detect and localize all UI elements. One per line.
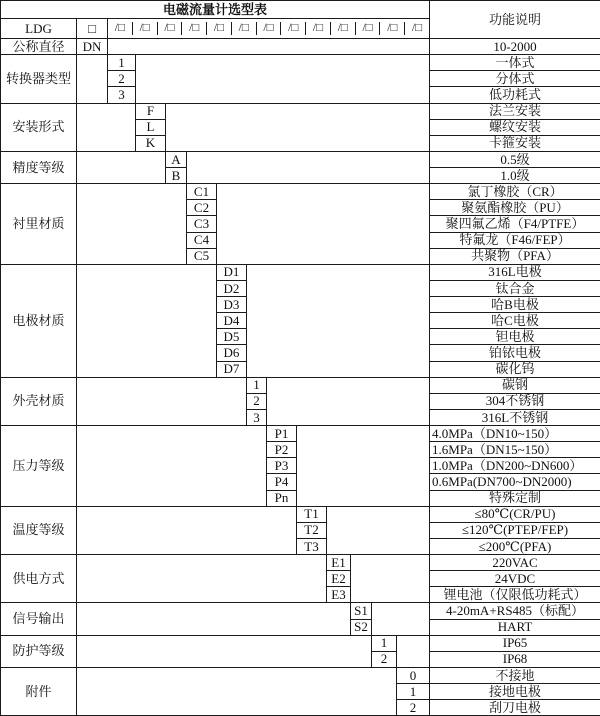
model-digit-slot: /□ xyxy=(181,22,206,34)
option-description: 共聚物（PFA） xyxy=(430,248,600,264)
option-description: 特殊定制 xyxy=(430,490,600,506)
category-name: 转换器类型 xyxy=(1,55,77,103)
category-name: 压力等级 xyxy=(1,426,77,507)
option-description: HART xyxy=(430,619,600,635)
option-code: 2 xyxy=(247,393,267,409)
model-digit-slot: /□ xyxy=(256,22,281,34)
category-name: 供电方式 xyxy=(1,555,77,603)
model-digit-slot: /□ xyxy=(206,22,231,34)
option-description: 聚四氟乙烯（F4/PTFE） xyxy=(430,216,600,232)
option-description: 低功耗式 xyxy=(430,87,600,103)
option-code: Pn xyxy=(267,490,297,506)
option-code: E3 xyxy=(327,587,351,603)
option-description: 10-2000 xyxy=(430,39,600,55)
option-description: 316L电极 xyxy=(430,264,600,280)
table-row xyxy=(1,377,600,393)
spacer-cell xyxy=(77,506,297,554)
option-code: D1 xyxy=(217,264,247,280)
option-code: 3 xyxy=(108,87,136,103)
option-code: 0 xyxy=(397,667,430,683)
table-row xyxy=(1,506,600,522)
model-box-slot: □ xyxy=(77,19,108,39)
option-description: 哈B电极 xyxy=(430,297,600,313)
table-row xyxy=(1,426,600,442)
option-description: 0.5级 xyxy=(430,151,600,167)
category-name: 防护等级 xyxy=(1,635,77,667)
option-description: ≤120℃(PTEP/FEP) xyxy=(430,522,600,538)
option-description: 4-20mA+RS485（标配） xyxy=(430,603,600,619)
option-code: 1 xyxy=(247,377,267,393)
table-row xyxy=(1,39,600,55)
option-code: C1 xyxy=(187,184,217,200)
option-code: T3 xyxy=(297,538,327,554)
option-description: 接地电极 xyxy=(430,684,600,700)
model-digit-slot: /□ xyxy=(157,22,182,34)
table-row xyxy=(1,635,600,651)
option-code: D6 xyxy=(217,345,247,361)
option-code: T2 xyxy=(297,522,327,538)
spacer-cell xyxy=(267,377,430,425)
option-description: IP68 xyxy=(430,651,600,667)
option-code: 2 xyxy=(397,700,430,716)
option-code: A xyxy=(166,151,187,167)
option-code: 3 xyxy=(247,409,267,425)
spacer-cell xyxy=(77,184,187,265)
category-name: 衬里材质 xyxy=(1,184,77,265)
option-description: 哈C电极 xyxy=(430,313,600,329)
model-slot-row xyxy=(108,22,429,34)
option-description: 刮刀电极 xyxy=(430,700,600,716)
spacer-cell xyxy=(77,151,166,183)
option-code: 1 xyxy=(108,55,136,71)
option-code: 1 xyxy=(372,635,397,651)
spacer-cell xyxy=(327,506,430,554)
option-description: 分体式 xyxy=(430,71,600,87)
model-slot-strip xyxy=(108,19,430,39)
model-digit-slot: /□ xyxy=(231,22,256,34)
spacer-cell xyxy=(166,103,430,151)
option-code: DN xyxy=(77,39,108,55)
option-description: 钽电极 xyxy=(430,329,600,345)
option-description: 锂电池（仅限低功耗式） xyxy=(430,587,600,603)
table-row xyxy=(1,555,600,571)
option-code: C4 xyxy=(187,232,217,248)
option-code: C2 xyxy=(187,200,217,216)
option-code: 2 xyxy=(372,651,397,667)
option-description: 24VDC xyxy=(430,571,600,587)
spacer-cell xyxy=(372,603,430,635)
model-digit-slot: /□ xyxy=(355,22,380,34)
option-code: P4 xyxy=(267,474,297,490)
model-digit-slot: /□ xyxy=(305,22,330,34)
option-code: S2 xyxy=(351,619,372,635)
option-code: E2 xyxy=(327,571,351,587)
category-name: 电极材质 xyxy=(1,264,77,377)
option-description: 一体式 xyxy=(430,55,600,71)
spacer-cell xyxy=(77,426,267,507)
category-name: 温度等级 xyxy=(1,506,77,554)
option-code: 2 xyxy=(108,71,136,87)
function-column-header: 功能说明 xyxy=(430,1,600,39)
option-description: 220VAC xyxy=(430,555,600,571)
table-row xyxy=(1,603,600,619)
option-code: D7 xyxy=(217,361,247,377)
option-code: C5 xyxy=(187,248,217,264)
model-digit-slot: /□ xyxy=(404,22,429,34)
table-row xyxy=(1,1,600,19)
spacer-cell xyxy=(77,667,397,715)
model-digit-slot: /□ xyxy=(132,22,157,34)
spacer-cell xyxy=(77,555,327,603)
option-code: D4 xyxy=(217,313,247,329)
option-code: F xyxy=(136,103,166,119)
category-name: 精度等级 xyxy=(1,151,77,183)
table-row xyxy=(1,103,600,119)
spacer-cell xyxy=(77,264,217,377)
category-name: 公称直径 xyxy=(1,39,77,55)
spacer-cell xyxy=(77,103,136,151)
spacer-cell xyxy=(217,184,430,265)
category-name: 附件 xyxy=(1,667,77,715)
option-description: 铂铱电极 xyxy=(430,345,600,361)
table-row xyxy=(1,184,600,200)
option-code: B xyxy=(166,168,187,184)
option-code: S1 xyxy=(351,603,372,619)
option-code: T1 xyxy=(297,506,327,522)
option-description: 1.0MPa（DN200~DN600） xyxy=(430,458,600,474)
option-description: 聚氨酯橡胶（PU） xyxy=(430,200,600,216)
model-digit-slot: /□ xyxy=(330,22,355,34)
model-digit-slot: /□ xyxy=(379,22,404,34)
spacer-cell xyxy=(351,555,430,603)
option-description: 法兰安装 xyxy=(430,103,600,119)
spacer-cell xyxy=(77,603,351,635)
option-code: P3 xyxy=(267,458,297,474)
option-description: 316L不锈钢 xyxy=(430,409,600,425)
category-name: 安装形式 xyxy=(1,103,77,151)
model-prefix: LDG xyxy=(1,19,77,39)
option-code: K xyxy=(136,135,166,151)
option-description: IP65 xyxy=(430,635,600,651)
option-description: 0.6MPa(DN700~DN2000) xyxy=(430,474,600,490)
category-name: 外壳材质 xyxy=(1,377,77,425)
spacer-cell xyxy=(108,39,430,55)
option-description: 1.6MPa（DN15~150） xyxy=(430,442,600,458)
option-description: 碳钢 xyxy=(430,377,600,393)
spacer-cell xyxy=(247,264,430,377)
option-code: 1 xyxy=(397,684,430,700)
option-description: 钛合金 xyxy=(430,280,600,296)
page-title: 电磁流量计选型表 xyxy=(1,1,430,19)
option-description: 卡箍安装 xyxy=(430,135,600,151)
option-code: D2 xyxy=(217,280,247,296)
spacer-cell xyxy=(77,377,247,425)
category-name: 信号输出 xyxy=(1,603,77,635)
option-code: P2 xyxy=(267,442,297,458)
option-description: 304不锈钢 xyxy=(430,393,600,409)
table-row xyxy=(1,55,600,71)
spacer-cell xyxy=(136,55,430,103)
table-row xyxy=(1,264,600,280)
model-digit-slot: /□ xyxy=(114,22,125,35)
option-description: 螺纹安装 xyxy=(430,119,600,135)
table-row xyxy=(1,667,600,683)
option-description: 碳化钨 xyxy=(430,361,600,377)
option-description: 1.0级 xyxy=(430,168,600,184)
option-code: D3 xyxy=(217,297,247,313)
option-code: L xyxy=(136,119,166,135)
option-description: 氯丁橡胶（CR） xyxy=(430,184,600,200)
spacer-cell xyxy=(297,426,430,507)
option-code: P1 xyxy=(267,426,297,442)
option-code: D5 xyxy=(217,329,247,345)
option-code: E1 xyxy=(327,555,351,571)
table-row xyxy=(1,151,600,167)
spacer-cell xyxy=(397,635,430,667)
option-description: ≤200℃(PFA) xyxy=(430,538,600,554)
spacer-cell xyxy=(77,635,372,667)
option-description: 4.0MPa（DN10~150） xyxy=(430,426,600,442)
option-code: C3 xyxy=(187,216,217,232)
spacer-cell xyxy=(77,55,108,103)
option-description: 特氟龙（F46/FEP） xyxy=(430,232,600,248)
option-description: 不接地 xyxy=(430,667,600,683)
option-description: ≤80℃(CR/PU) xyxy=(430,506,600,522)
model-digit-slot: /□ xyxy=(280,22,305,34)
spacer-cell xyxy=(187,151,430,183)
